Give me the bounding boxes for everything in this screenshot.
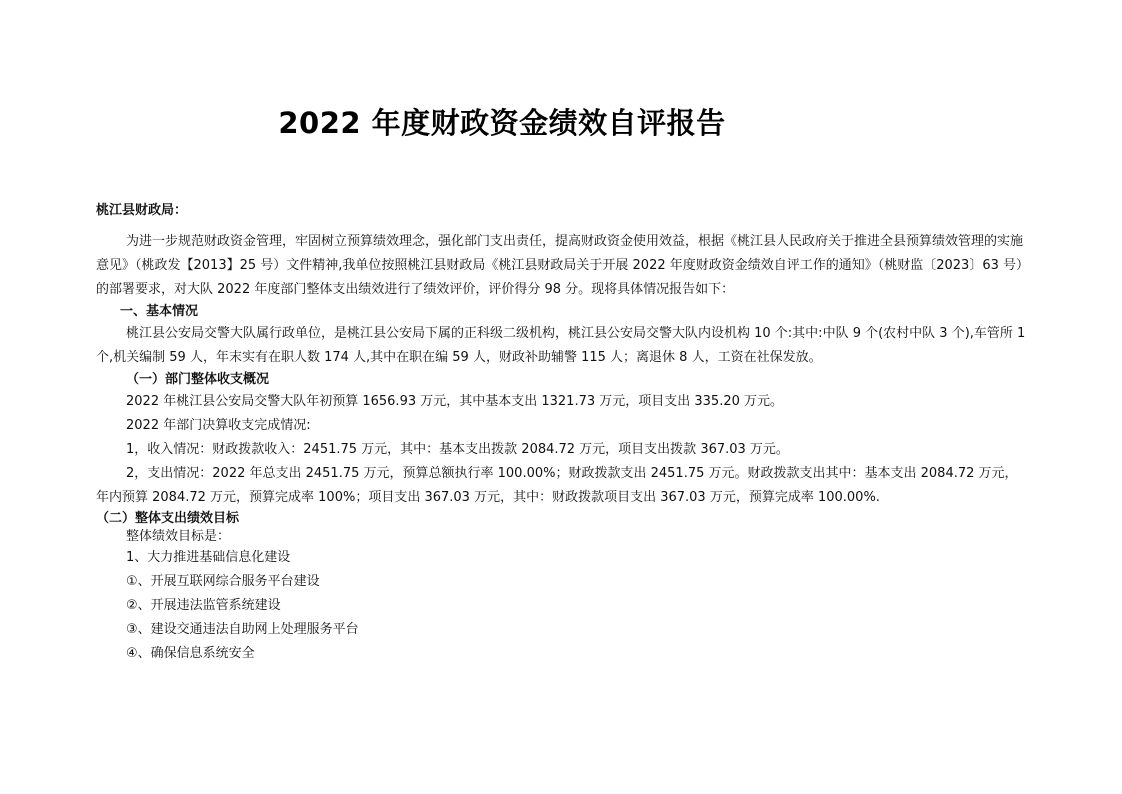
subsection-heading-goals: （二）整体支出绩效目标	[96, 511, 240, 526]
budget-paragraph: 2022 年桃江县公安局交警大队年初预算 1656.93 万元，其中基本支出 1321.73 万元，项目支出 335.20 万元。	[126, 394, 784, 409]
addressee: 桃江县财政局：	[96, 203, 188, 218]
page-title: 2022 年度财政资金绩效自评报告	[278, 106, 726, 140]
goal-item: 1、大力推进基础信息化建设	[126, 550, 291, 565]
goals-intro: 整体绩效目标是：	[126, 529, 231, 544]
final-accounts-paragraph: 2022 年部门决算收支完成情况:	[126, 418, 311, 433]
section-heading-basic-info: 一、基本情况	[120, 304, 199, 319]
subsection-heading-overview: （一）部门整体收支概况	[126, 372, 270, 387]
goal-item: ④、确保信息系统安全	[126, 646, 255, 661]
goal-item: ③、建设交通违法自助网上处理服务平台	[126, 622, 359, 637]
intro-paragraph: 为进一步规范财政资金管理，牢固树立预算绩效理念，强化部门支出责任，提高财政资金使用效益，根据《桃江县人民政府关于推进全县预算绩效管理的实施意见》（桃政发【2013】25 号）文件精神,我单位按照桃江县财政局《桃江县财政局关于开展 2022 年度财政资金绩效自评工作的通知》（桃财监〔2023〕63 号）的部署要求，对大队 2022 年度部门整体支出绩效进行了绩效评价，评价得分 98 分。现将具体情况报告如下：	[96, 234, 1024, 297]
goal-item: ①、开展互联网综合服务平台建设	[126, 574, 320, 589]
basic-info-paragraph: 桃江县公安局交警大队属行政单位，是桃江县公安局下属的正科级二级机构，桃江县公安局交警大队内设机构 10 个:其中:中队 9 个(农村中队 3 个),车管所 1 个,机关编制 59 人，年末实有在职人数 174 人,其中在职在编 59 人，财政补助辅警 115 人；离退休 8 人，工资在社保发放。	[96, 326, 1026, 365]
goal-item: ②、开展违法监管系统建设	[126, 598, 281, 613]
report-body	[96, 230, 1028, 666]
expense-paragraph: 2，支出情况：2022 年总支出 2451.75 万元，预算总额执行率 100.00%；财政拨款支出 2451.75 万元。财政拨款支出其中：基本支出 2084.72 万元，年内预算 2084.72 万元，预算完成率 100%；项目支出 367.03 万元，其中：财政拨款项目支出 367.03 万元，预算完成率 100.00%.	[96, 466, 1018, 505]
income-paragraph: 1，收入情况：财政拨款收入：2451.75 万元，其中：基本支出拨款 2084.72 万元，项目支出拨款 367.03 万元。	[126, 442, 789, 457]
